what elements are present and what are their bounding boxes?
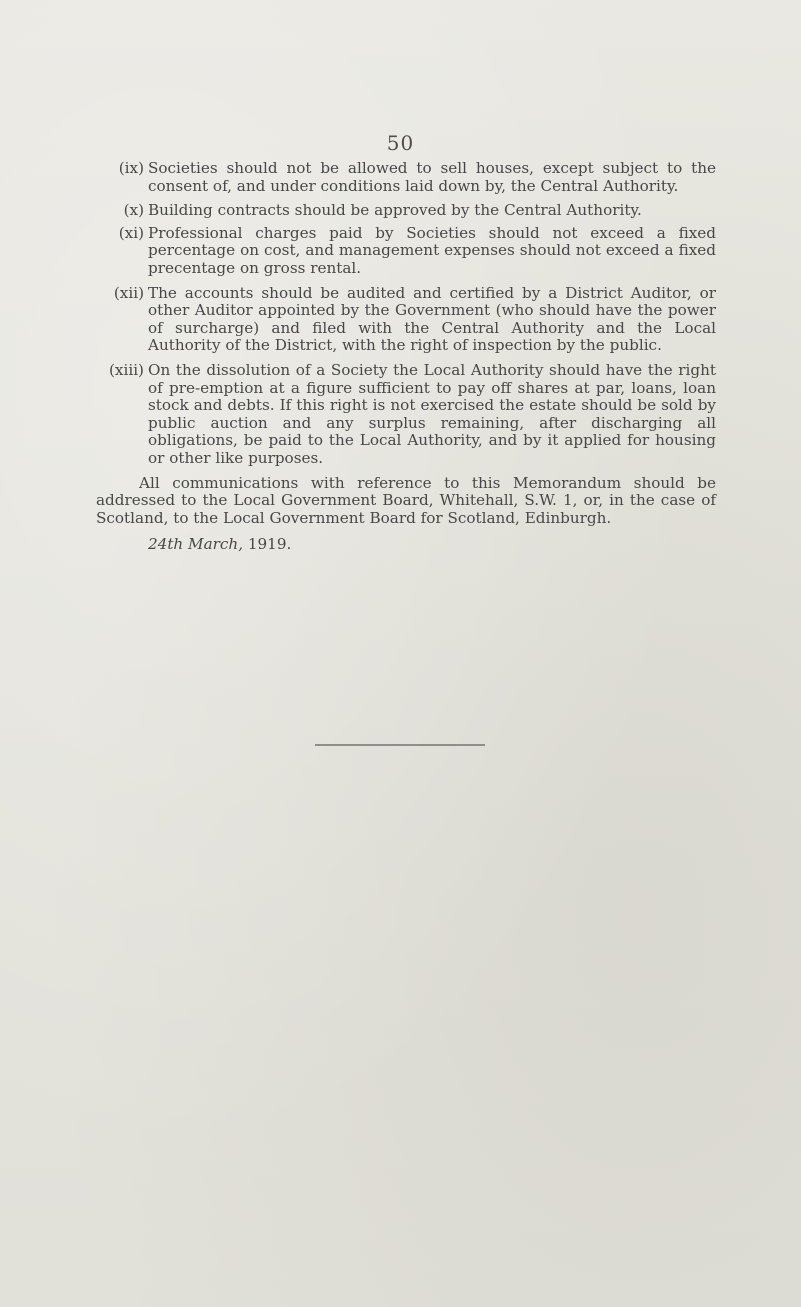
- clause-number: (x): [123, 201, 144, 220]
- clause-number: (xiii): [109, 360, 144, 379]
- clause-xii: [96, 285, 716, 355]
- closing-paragraph: All communications with reference to this Memorandum should be addressed to the Local Government Board, Whitehall, S.W. 1, or, in the case of Scotland, to the Local Government Board for Scotland, Edinburgh.: [96, 473, 716, 527]
- clause-xi: [96, 225, 716, 278]
- horizontal-rule: [315, 744, 485, 746]
- clause-number: (xii): [113, 283, 144, 302]
- clause-xiii: [96, 362, 716, 468]
- clause-number: (xi): [118, 223, 144, 242]
- date-day-month: 24th March,: [148, 535, 244, 554]
- clause-ix: [96, 160, 716, 195]
- date-year: 1919.: [247, 535, 292, 554]
- clause-text: Professional charges paid by Societies should not exceed a fixed percentage on cost, and management expenses should not exceed a fixed precentage on gross rental.: [148, 223, 716, 277]
- clause-x: [96, 202, 716, 220]
- clause-text: Building contracts should be approved by the Central Authority.: [148, 201, 642, 220]
- memorandum-date: [96, 536, 716, 554]
- clause-text: The accounts should be audited and certified by a District Auditor, or other Auditor appointed by the Government (who should have the power of surcharge) and filed with the Central Authority and the Local Authority of the District, with the right of inspection by the public.: [148, 283, 716, 355]
- clause-text: Societies should not be allowed to sell houses, except subject to the consent of, and under conditions laid down by, the Central Authority.: [148, 159, 716, 195]
- clause-number: (ix): [118, 159, 144, 177]
- memorandum-body: [96, 160, 716, 554]
- clause-text: On the dissolution of a Society the Local Authority should have the right of pre-emption at a figure sufficient to pay off shares at par, loans, loan stock and debts. If this right is not exercised the estate should be sold by public auction and any surplus remaining, after discharging all obligations, be paid to the Local Authority, and by it applied for housing or other like purposes.: [148, 360, 716, 467]
- page-number: 50: [386, 131, 415, 155]
